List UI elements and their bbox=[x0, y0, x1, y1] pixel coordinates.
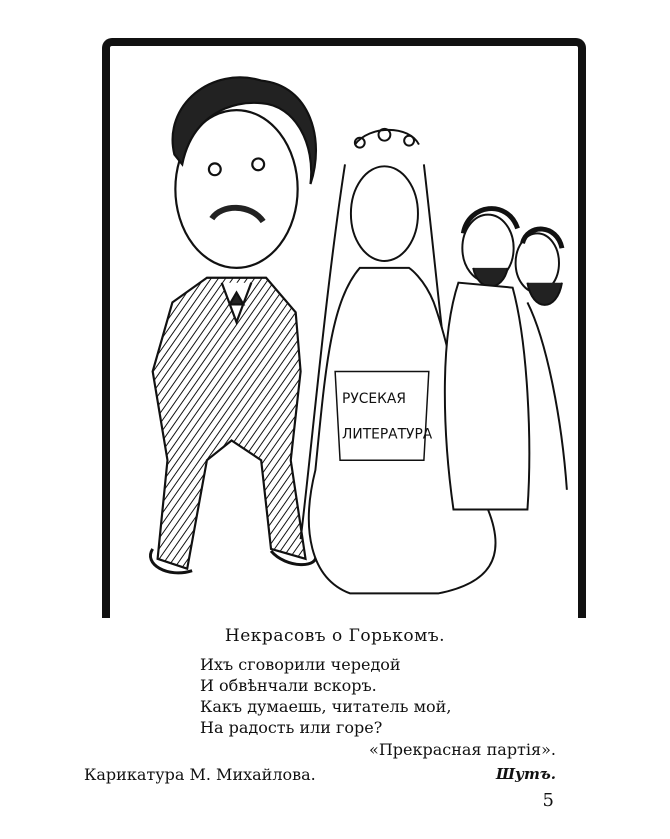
caricature-credit: Карикатура М. Михайлова. bbox=[84, 765, 316, 784]
caricature-illustration bbox=[110, 46, 578, 618]
verse-line: Ихъ сговорили чередой bbox=[200, 655, 401, 674]
verse-line: Какъ думаешь, читатель мой, bbox=[200, 697, 452, 716]
verse-author: Шутъ. bbox=[496, 765, 556, 783]
sash-text-line2: ЛИТЕРАТУРА bbox=[342, 426, 433, 443]
illustration-frame bbox=[102, 38, 586, 618]
sash-text-line1: РУСЕКАЯ bbox=[342, 391, 406, 408]
page-number: 5 bbox=[542, 790, 554, 811]
quote-line: «Прекрасная партія». bbox=[369, 740, 556, 759]
groom-figure bbox=[150, 77, 315, 572]
caption-title: Некрасовъ о Горькомъ. bbox=[224, 626, 446, 646]
verse-line: На радость или горе? bbox=[200, 718, 383, 737]
verse-block bbox=[200, 654, 451, 738]
onlookers-figure bbox=[445, 209, 567, 510]
verse-line: И обвѣнчали вскоръ. bbox=[200, 676, 377, 695]
